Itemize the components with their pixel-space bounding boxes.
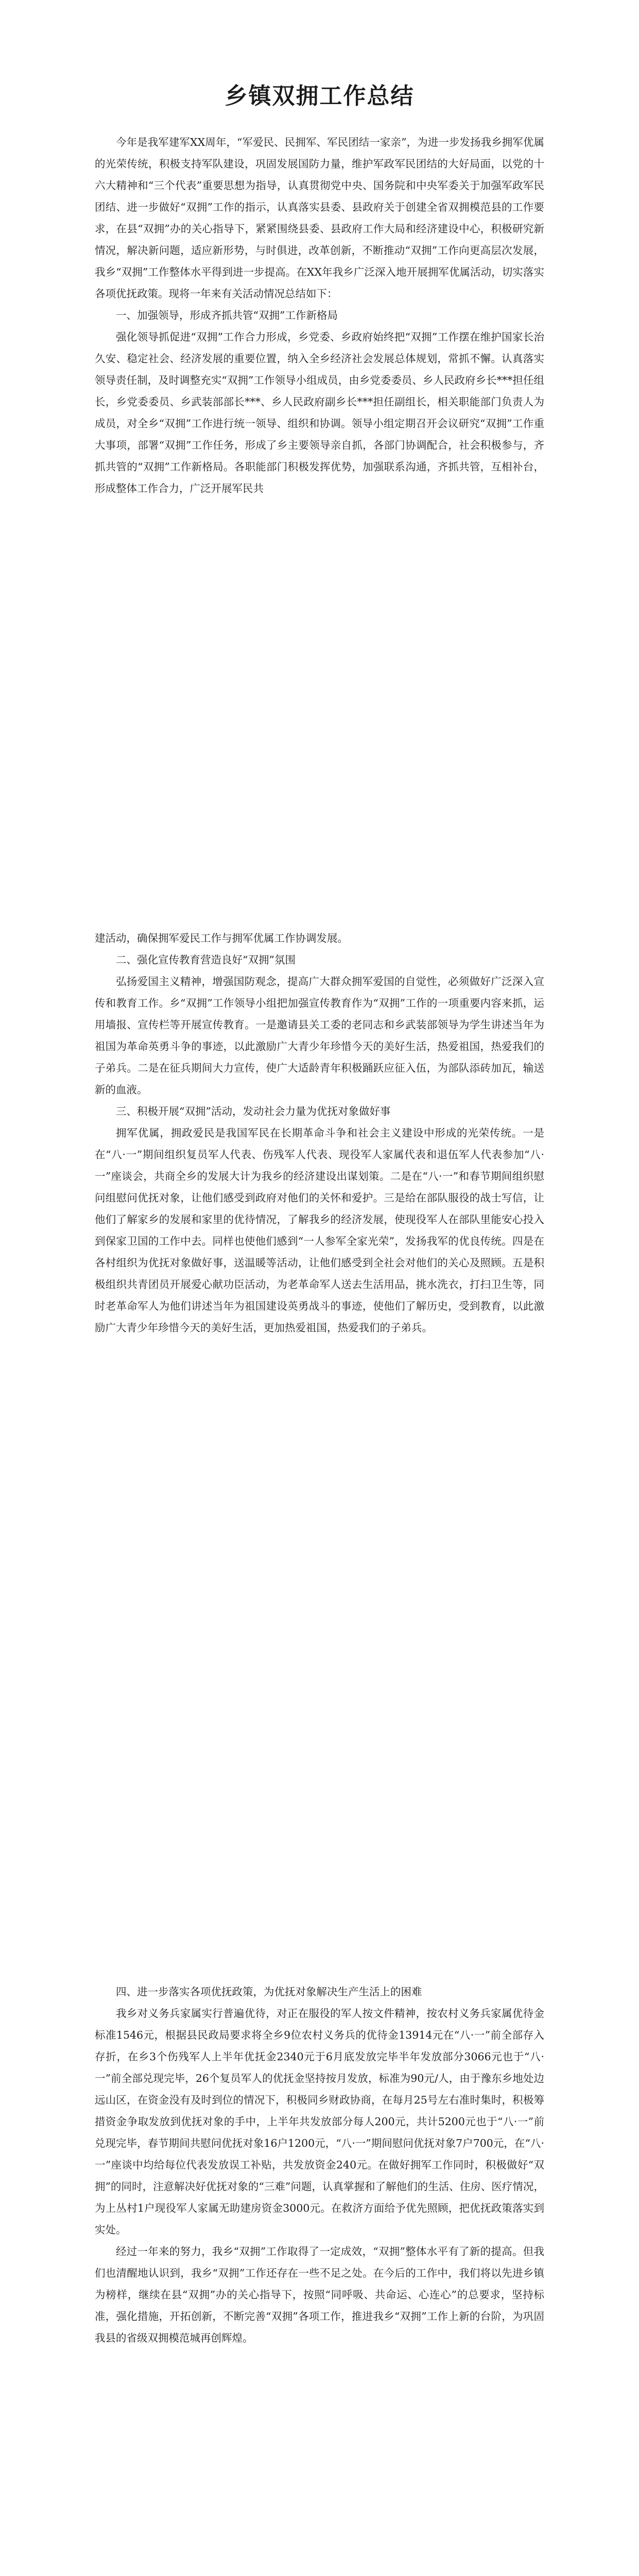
section-3-paragraph: 拥军优属，拥政爱民是我国军民在长期革命斗争和社会主义建设中形成的光荣传统。一是在“八·一”期间组织复员军人代表、伤残军人代表、现役军人家属代表和退伍军人代表参加“八·一”座谈会，共商全乡的发展大计为我乡的经济建设出谋划策。二是在“八·一”和春节期间组织慰问组慰问优抚对象，让他们感受到政府对他们的关怀和爱护。三是给在部队服役的战士写信，让他们了解家乡的发展和家里的优待情况，了解我乡的经济发展，使现役军人在部队里能安心投入到保家卫国的工作中去。同样也使他们感到“一人参军全家光荣”，发扬我军的优良传统。四是在各村组织为优抚对象做好事，送温暖等活动，让他们感受到全社会对他们的关心及照顾。五是积极组织共青团员开展爱心献功臣活动，为老革命军人送去生活用品，挑水洗衣，打扫卫生等，同时老革命军人为他们讲述当年为祖国建设英勇战斗的事迹，使他们了解历史，受到教育，以此激励广大青少年珍惜今天的美好生活，更加热爱祖国，热爱我们的子弟兵。 bbox=[95, 1127, 544, 1334]
section-1-paragraph-continued: 建活动，确保拥军爱民工作与拥军优属工作协调发展。 bbox=[95, 932, 348, 944]
section-4-paragraph: 我乡对义务兵家属实行普遍优待，对正在服役的军人按文件精神，按农村义务兵家属优待金标准1546元，根据县民政局要求将全乡9位农村义务兵的优待金13914元在“八·一”前全部存入存折，在乡3个伤残军人上半年优抚金2340元于6月底发放完毕半年发放部分3066元也于“八·一”前全部兑现完毕，26个复员军人的优抚金坚持按月发放，标准为90元/人，由于豫东乡地处边远山区，在资金没有及时到位的情况下，积极同乡财政协商，在每月25号左右准时集时，积极筹措资金争取发放到优抚对象的手中，上半年共发放部分每人200元，共计5200元也于“八·一”前兑现完毕，春节期间共慰问优抚对象16户1200元，“八·一”期间慰问优抚对象7户700元，在“八·一”座谈中均给每位代表发放误工补贴，共发放资金240元。在做好拥军工作同时，积极做好“双拥”的同时，注意解决好优抚对象的“三难”问题，认真掌握和了解他们的生活、住房、医疗情况，为上丛村1户现役军人家属无助建房资金3000元。在救济方面给予优先照顾，把优抚政策落实到实处。 bbox=[95, 2007, 544, 2236]
document-title: 乡镇双拥工作总结 bbox=[224, 83, 415, 109]
section-2-block bbox=[95, 927, 544, 1338]
section-2-paragraph: 弘扬爱国主义精神，增强国防观念，提高广大群众拥军爱国的自觉性，必须做好广泛深入宣传和教育工作。乡“双拥”工作领导小组把加强宣传教育作为“双拥”工作的一项重要内容来抓，运用墙报、宣传栏等开展宣传教育。一是邀请县关工委的老同志和乡武装部领导为学生讲述当年为祖国为革命英勇斗争的事迹，以此激励广大青少年珍惜今天的美好生活，热爱祖国，热爱我们的子弟兵。二是在征兵期间大力宣传，使广大适龄青年积极踊跃应征入伍，为部队添砖加瓦，输送新的血液。 bbox=[95, 975, 544, 1096]
section-1-paragraph: 强化领导抓促进“双拥”工作合力形成，乡党委、乡政府始终把“双拥”工作摆在维护国家长治久安、稳定社会、经济发展的重要位置，纳入全乡经济社会发展总体规划，常抓不懈。认真落实领导责任制，及时调整充实“双拥”工作领导小组成员，由乡党委委员、乡人民政府乡长***担任组长，乡党委委员、乡武装部部长***、乡人民政府副乡长***担任副组长，相关职能部门负责人为成员，对全乡“双拥”工作进行统一领导、组织和协调。领导小组定期召开会议研究“双拥”工作重大事项，部署“双拥”工作任务，形成了乡主要领导亲自抓，各部门协调配合，社会积极参与，齐抓共管的“双拥”工作新格局。各职能部门积极发挥优势，加强联系沟通，齐抓共管，互相补台，形成整体工作合力，广泛开展军民共 bbox=[95, 331, 544, 495]
closing-paragraph: 经过一年来的努力，我乡“双拥”工作取得了一定成效，“双拥”整体水平有了新的提高。但我们也清醒地认识到，我乡“双拥”工作还存在一些不足之处。在今后的工作中，我们将以先进乡镇为榜样，继续在县“双拥”办的关心指导下，按照“同呼吸、共命运、心连心”的总要求，坚持标准，强化措施，开拓创新，不断完善“双拥”各项工作，推进我乡“双拥”工作上新的台阶，为巩固我县的省级双拥模范城再创辉煌。 bbox=[95, 2245, 544, 2344]
section-1-heading: 一、加强领导，形成齐抓共管“双拥”工作新格局 bbox=[116, 309, 338, 321]
section-4-block bbox=[95, 1981, 544, 2349]
section-4-heading: 四、进一步落实各项优抚政策，为优抚对象解决生产生活上的困难 bbox=[116, 1986, 422, 1998]
section-3-heading: 三、积极开展“双拥”活动，发动社会力量为优抚对象做好事 bbox=[116, 1105, 391, 1117]
intro-block bbox=[95, 131, 544, 499]
intro-paragraph: 今年是我军建军XX周年，“军爱民、民拥军、军民团结一家亲”，为进一步发扬我乡拥军优属的光荣传统，积极支持军队建设，巩固发展国防力量，维护军政军民团结的大好局面，以党的十六大精神和“三个代表”重要思想为指导，认真贯彻党中央、国务院和中央军委关于加强军政军民团结、进一步做好“双拥”工作的指示，认真落实县委、县政府关于创建全省双拥模范县的工作要求，在县“双拥”办的关心指导下，紧紧围绕县委、县政府工作大局和经济建设中心，积极研究新情况，解决新问题，适应新形势，与时俱进，改革创新，不断推动“双拥”工作向更高层次发展，我乡“双拥”工作整体水平得到进一步提高。在XX年我乡广泛深入地开展拥军优属活动，切实落实各项优抚政策。现将一年来有关活动情况总结如下： bbox=[95, 136, 544, 300]
section-2-heading: 二、强化宣传教育营造良好“双拥”氛围 bbox=[116, 954, 296, 966]
